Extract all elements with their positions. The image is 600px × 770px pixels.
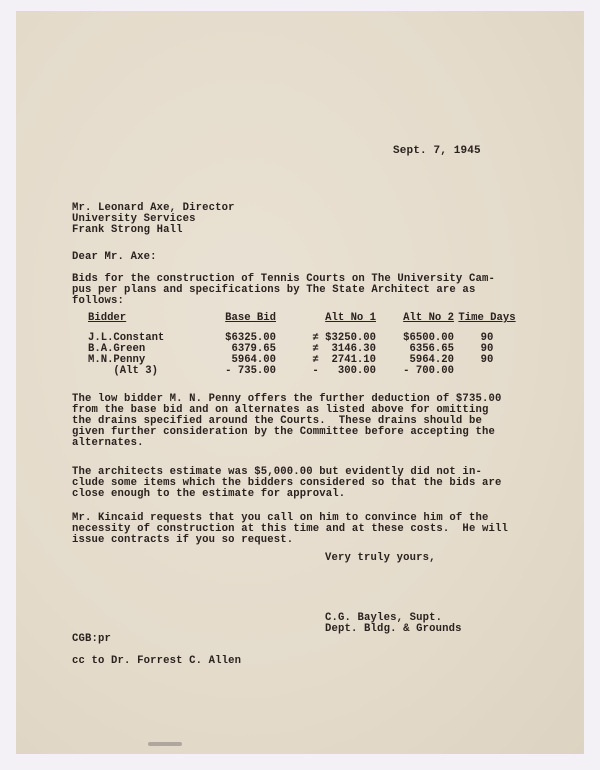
paragraph-line: alternates. — [72, 437, 144, 449]
recipient-line: Frank Strong Hall — [72, 224, 183, 236]
paragraph-line: clude some items which the bidders considered so that the bids are — [72, 477, 502, 489]
paragraph-line: necessity of construction at this time and at these costs. He will — [72, 523, 508, 535]
alt-2-cell: 5964.20 — [409, 354, 454, 366]
letter-date: Sept. 7, 1945 — [393, 145, 481, 157]
paragraph-line: Mr. Kincaid requests that you call on him to convince him of the — [72, 512, 489, 524]
column-header-alt-2: Alt No 2 — [403, 312, 454, 324]
carbon-copy-line: cc to Dr. Forrest C. Allen — [72, 655, 242, 667]
recipient-address — [72, 203, 235, 236]
bid-table-header — [88, 313, 520, 333]
base-bid-cell: $6325.00 — [225, 332, 276, 344]
alt-1-cell: - 300.00 — [312, 365, 376, 377]
column-header-bidder: Bidder — [88, 312, 127, 324]
bid-table-row — [88, 344, 520, 355]
alt-2-cell: $6500.00 — [403, 332, 454, 344]
base-bid-cell: - 735.00 — [225, 365, 276, 377]
recipient-line: Mr. Leonard Axe, Director — [72, 202, 235, 214]
signature-block — [325, 613, 462, 635]
base-bid-cell: 6379.65 — [231, 343, 276, 355]
alt-1-cell: ≠ $3250.00 — [312, 332, 376, 344]
typist-initials: CGB:pr — [72, 633, 112, 645]
closing: Very truly yours, — [325, 552, 436, 564]
paragraph-line: close enough to the estimate for approval. — [72, 488, 346, 500]
paragraph-line: from the base bid and on alternates as listed above for omitting — [72, 404, 489, 416]
paragraph-line: given further consideration by the Committee before accepting the — [72, 426, 495, 438]
paragraph-kincaid — [72, 513, 542, 546]
signature-line: C.G. Bayles, Supt. — [325, 612, 443, 624]
paragraph-line: The architects estimate was $5,000.00 but evidently did not in- — [72, 466, 482, 478]
base-bid-cell: 5964.00 — [231, 354, 276, 366]
time-days-cell — [454, 366, 520, 377]
bidder-cell: J.L.Constant — [88, 332, 165, 344]
time-days-cell: 90 — [480, 354, 494, 366]
time-days-cell: 90 — [480, 332, 494, 344]
bid-table — [88, 313, 520, 377]
recipient-line: University Services — [72, 213, 196, 225]
paper-mark — [148, 742, 182, 746]
paragraph-line: follows: — [72, 295, 125, 307]
bid-table-row-deduction — [88, 366, 520, 377]
paragraph-line: The low bidder M. N. Penny offers the further deduction of $735.00 — [72, 393, 502, 405]
bidder-cell: M.N.Penny — [88, 354, 146, 366]
paragraph-bids-intro — [72, 274, 542, 307]
alt-1-cell: ≠ 2741.10 — [312, 354, 376, 366]
bidder-cell: (Alt 3) — [88, 365, 158, 377]
column-header-base-bid: Base Bid — [225, 312, 276, 324]
bid-table-row — [88, 333, 520, 344]
time-days-cell: 90 — [480, 343, 494, 355]
alt-2-cell: 6356.65 — [409, 343, 454, 355]
paragraph-penny-deduction — [72, 394, 542, 449]
paragraph-estimate — [72, 467, 542, 500]
bidder-cell: B.A.Green — [88, 343, 146, 355]
alt-1-cell: ≠ 3146.30 — [312, 343, 376, 355]
alt-2-cell: - 700.00 — [403, 365, 454, 377]
paragraph-line: pus per plans and specifications by The State Architect are as — [72, 284, 476, 296]
column-header-alt-1: Alt No 1 — [325, 312, 376, 324]
salutation: Dear Mr. Axe: — [72, 251, 157, 263]
paragraph-line: Bids for the construction of Tennis Courts on The University Cam- — [72, 273, 495, 285]
signature-line: Dept. Bldg. & Grounds — [325, 623, 462, 635]
column-header-time-days: Time Days — [458, 312, 516, 324]
paragraph-line: issue contracts if you so request. — [72, 534, 294, 546]
paragraph-line: the drains specified around the Courts. These drains should be — [72, 415, 482, 427]
